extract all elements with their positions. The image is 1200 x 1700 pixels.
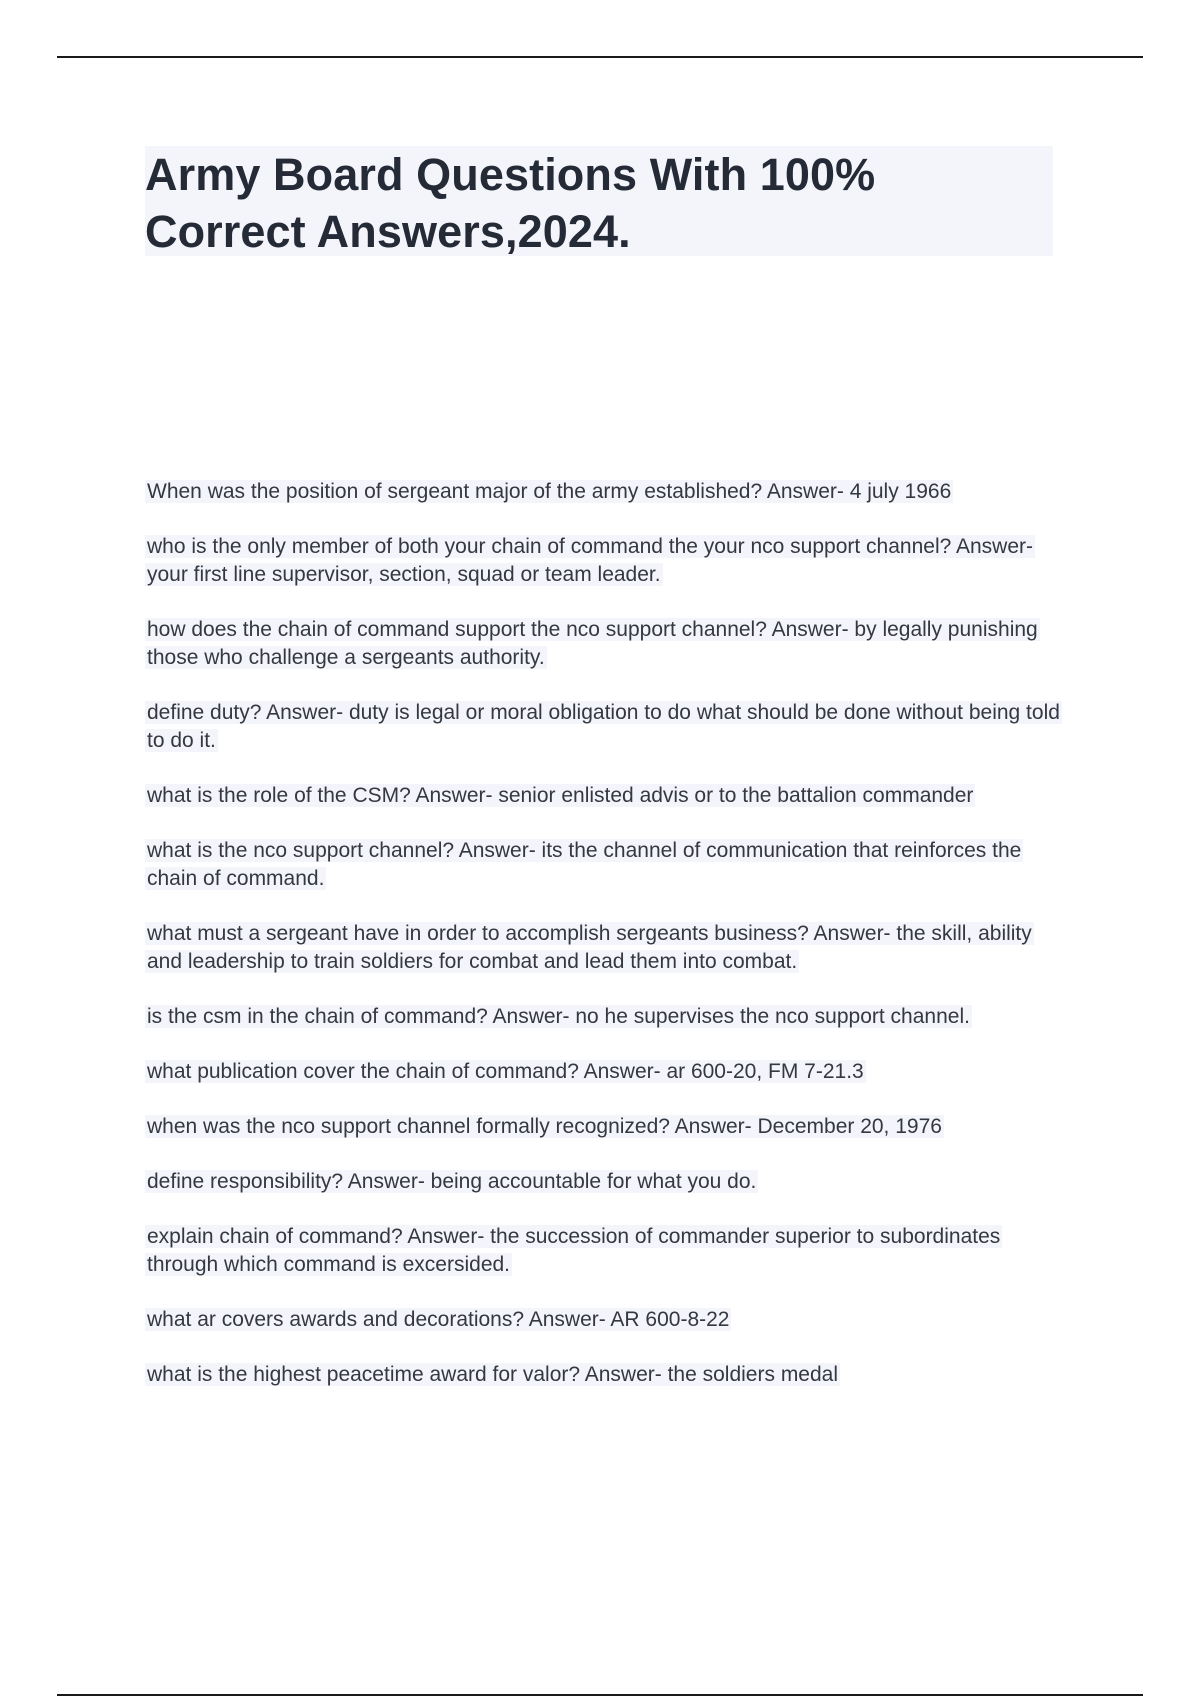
qa-text: what is the highest peacetime award for valor? Answer- the soldiers medal (147, 1363, 839, 1386)
qa-item (145, 699, 1065, 755)
qa-text: who is the only member of both your chain of command the your nco support channel? Answer- your first line supervisor, section, squad or team leader. (147, 535, 1033, 586)
qa-item (145, 1223, 1065, 1279)
qa-item (145, 920, 1065, 976)
qa-text: what must a sergeant have in order to accomplish sergeants business? Answer- the skill, ability and leadership to train soldiers for combat and lead them into combat. (147, 922, 1032, 973)
qa-text: how does the chain of command support the nco support channel? Answer- by legally punishing those who challenge a sergeants authority. (147, 618, 1038, 669)
qa-text: define duty? Answer- duty is legal or moral obligation to do what should be done without being told to do it. (147, 701, 1060, 752)
qa-item (145, 1058, 1065, 1086)
header-rule (57, 56, 1143, 58)
qa-text: When was the position of sergeant major of the army established? Answer- 4 july 1966 (147, 480, 952, 503)
qa-item (145, 616, 1065, 672)
qa-text: explain chain of command? Answer- the succession of commander superior to subordinates through which command is excersided. (147, 1225, 1001, 1276)
qa-text: is the csm in the chain of command? Answer- no he supervises the nco support channel. (147, 1005, 970, 1028)
qa-item (145, 1306, 1065, 1334)
qa-item (145, 1113, 1065, 1141)
qa-text: what is the nco support channel? Answer- its the channel of communication that reinforces the chain of command. (147, 839, 1022, 890)
qa-text: what is the role of the CSM? Answer- senior enlisted advis or to the battalion commander (147, 784, 974, 807)
qa-item (145, 782, 1065, 810)
qa-text: what ar covers awards and decorations? Answer- AR 600-8-22 (147, 1308, 730, 1331)
footer-rule (57, 1694, 1143, 1696)
document-title: Army Board Questions With 100% Correct Answers,2024. (145, 149, 876, 257)
qa-item (145, 533, 1065, 589)
qa-item (145, 1168, 1065, 1196)
qa-text: what publication cover the chain of command? Answer- ar 600-20, FM 7-21.3 (147, 1060, 864, 1083)
qa-list (145, 478, 1065, 1416)
qa-item (145, 1003, 1065, 1031)
qa-text: when was the nco support channel formally recognized? Answer- December 20, 1976 (147, 1115, 942, 1138)
title-block (145, 146, 1053, 256)
qa-item (145, 478, 1065, 506)
qa-item (145, 1361, 1065, 1389)
qa-text: define responsibility? Answer- being accountable for what you do. (147, 1170, 757, 1193)
qa-item (145, 837, 1065, 893)
